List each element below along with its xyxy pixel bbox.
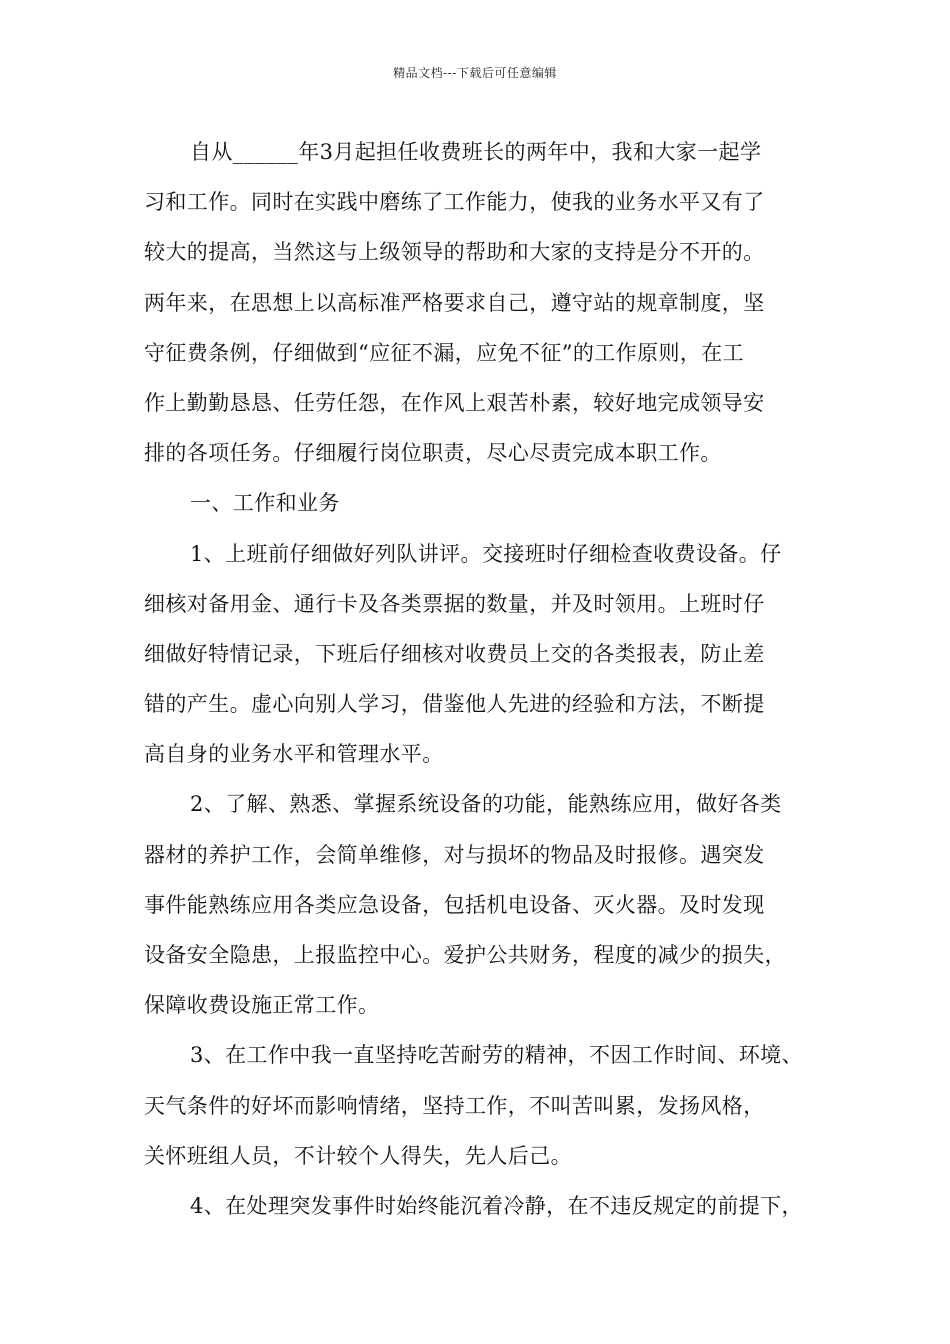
text-line: 设备安全隐患，上报监控中心。爱护公共财务，程度的减少的损失，	[144, 943, 786, 967]
text-line: 器材的养护工作，会简单维修，对与损坏的物品及时报修。遇突发	[144, 842, 765, 867]
text-line: 细核对备用金、通行卡及各类票据的数量，并及时领用。上班时仔	[144, 591, 765, 616]
text-line: 天气条件的好坏而影响情绪，坚持工作，不叫苦叫累，发扬风格，	[144, 1093, 765, 1118]
text-line: 自从______年3月起担任收费班长的两年中，我和大家一起学	[190, 140, 762, 164]
text-line: 2、了解、熟悉、掌握系统设备的功能，能熟练应用，做好各类	[190, 792, 782, 817]
text-line: 细做好特情记录，下班后仔细核对收费员上交的各类报表，防止差	[144, 641, 765, 666]
text-line: 3、在工作中我一直坚持吃苦耐劳的精神，不因工作时间、环境、	[190, 1043, 803, 1068]
text-line: 习和工作。同时在实践中磨练了工作能力，使我的业务水平又有了	[144, 190, 765, 215]
text-line: 高自身的业务水平和管理水平。	[144, 742, 444, 767]
text-line: 保障收费设施正常工作。	[144, 993, 380, 1018]
page-header: 精品文档---下载后可任意编辑	[393, 66, 557, 80]
text-line: 两年来，在思想上以高标准严格要求自己，遵守站的规章制度，坚	[144, 290, 765, 315]
text-line: 错的产生。虚心向别人学习，借鉴他人先进的经验和方法，不断提	[144, 692, 765, 717]
text-line: 1、上班前仔细做好列队讲评。交接班时仔细检查收费设备。仔	[190, 541, 782, 566]
text-line: 4、在处理突发事件时始终能沉着冷静，在不违反规定的前提下，	[190, 1193, 803, 1218]
text-line: 事件能熟练应用各类应急设备，包括机电设备、灭火器。及时发现	[144, 892, 765, 917]
section-heading: 一、工作和业务	[190, 491, 340, 516]
text-line: 作上勤勤恳恳、任劳任怨，在作风上艰苦朴素，较好地完成领导安	[144, 390, 765, 415]
document-body	[144, 127, 834, 1231]
text-line: 守征费条例，仔细做到“应征不漏，应免不征”的工作原则，在工	[144, 340, 745, 365]
text-line: 排的各项任务。仔细履行岗位职责，尽心尽责完成本职工作。	[144, 441, 722, 466]
text-line: 关怀班组人员，不计较个人得失，先人后己。	[144, 1143, 572, 1168]
text-line: 较大的提高，当然这与上级领导的帮助和大家的支持是分不开的。	[144, 240, 765, 265]
